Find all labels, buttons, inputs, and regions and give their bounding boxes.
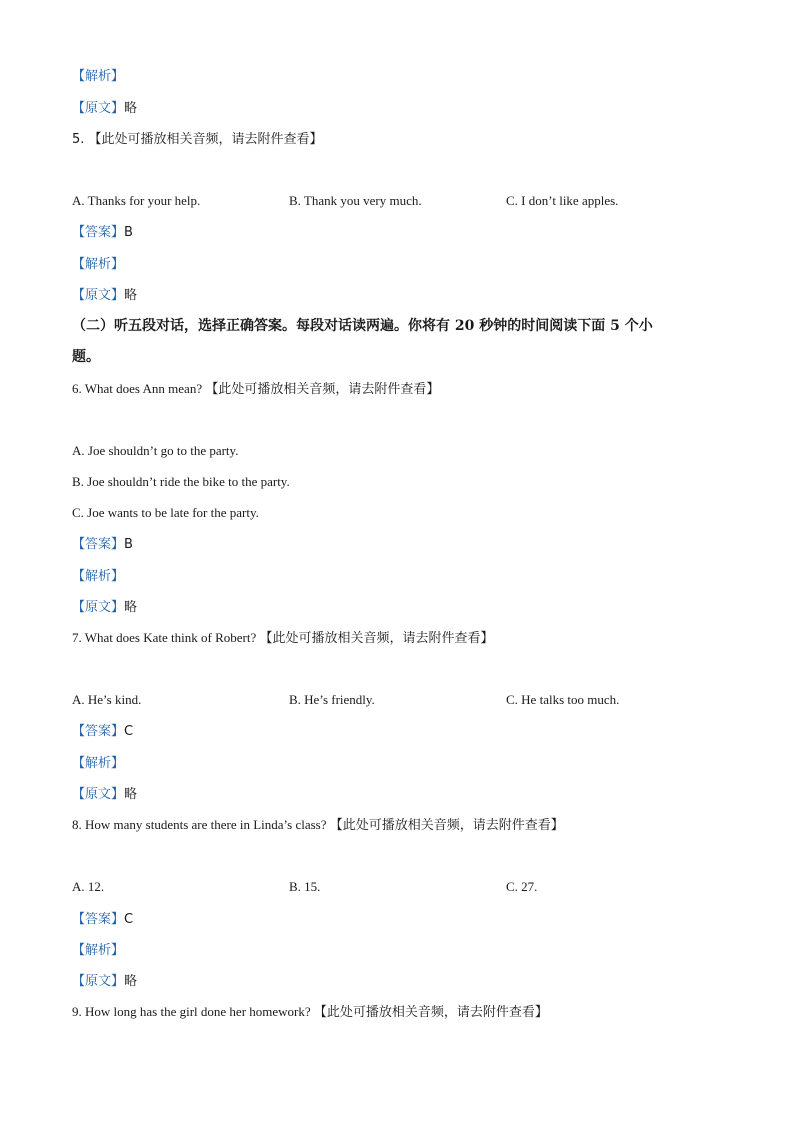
section-heading-line1: （二）听五段对话，选择正确答案。每段对话读两遍。你将有 20 秒钟的时间阅读下面 5 个小 <box>72 318 653 334</box>
q7-option-b: B. He’s friendly. <box>289 692 375 707</box>
q5-prompt: 5. 【此处可播放相关音频，请去附件查看】 <box>72 132 323 147</box>
q6-option-c: C. Joe wants to be late for the party. <box>72 505 259 520</box>
analysis-label-q8: 【解析】 <box>72 943 125 958</box>
q7-prompt: 7. What does Kate think of Robert? 【此处可播放相关音频，请去附件查看】 <box>72 630 494 646</box>
q5-option-b: B. Thank you very much. <box>289 193 422 208</box>
section-heading-line2: 题。 <box>72 349 100 365</box>
q8-option-c: C. 27. <box>506 879 538 894</box>
q8-option-b: B. 15. <box>289 879 321 894</box>
original-row-q8: 【原文】略 <box>72 974 138 989</box>
answer-row-q5: 【答案】B <box>72 225 133 240</box>
q8-prompt: 8. How many students are there in Linda’s class? 【此处可播放相关音频，请去附件查看】 <box>72 817 564 833</box>
analysis-label-q7: 【解析】 <box>72 756 125 771</box>
q7-option-a: A. He’s kind. <box>72 692 142 707</box>
original-row-q6: 【原文】略 <box>72 600 138 615</box>
answer-row-q6: 【答案】B <box>72 537 133 552</box>
q6-option-a: A. Joe shouldn’t go to the party. <box>72 443 239 458</box>
answer-row-q7: 【答案】C <box>72 724 134 739</box>
analysis-label-q4: 【解析】 <box>72 69 125 84</box>
original-row-q5: 【原文】略 <box>72 288 138 303</box>
q8-option-a: A. 12. <box>72 879 105 894</box>
q5-option-a: A. Thanks for your help. <box>72 193 201 208</box>
q6-option-b: B. Joe shouldn’t ride the bike to the party. <box>72 474 290 489</box>
answer-row-q8: 【答案】C <box>72 912 134 927</box>
q7-option-c: C. He talks too much. <box>506 692 620 707</box>
original-row-q7: 【原文】略 <box>72 787 138 802</box>
analysis-label-q6: 【解析】 <box>72 569 125 584</box>
original-row-q4: 【原文】略 <box>72 101 138 116</box>
q5-option-c: C. I don’t like apples. <box>506 193 619 208</box>
q9-prompt: 9. How long has the girl done her homework? 【此处可播放相关音频，请去附件查看】 <box>72 1004 548 1020</box>
analysis-label-q5: 【解析】 <box>72 257 125 272</box>
q6-prompt: 6. What does Ann mean? 【此处可播放相关音频，请去附件查看】 <box>72 381 440 397</box>
